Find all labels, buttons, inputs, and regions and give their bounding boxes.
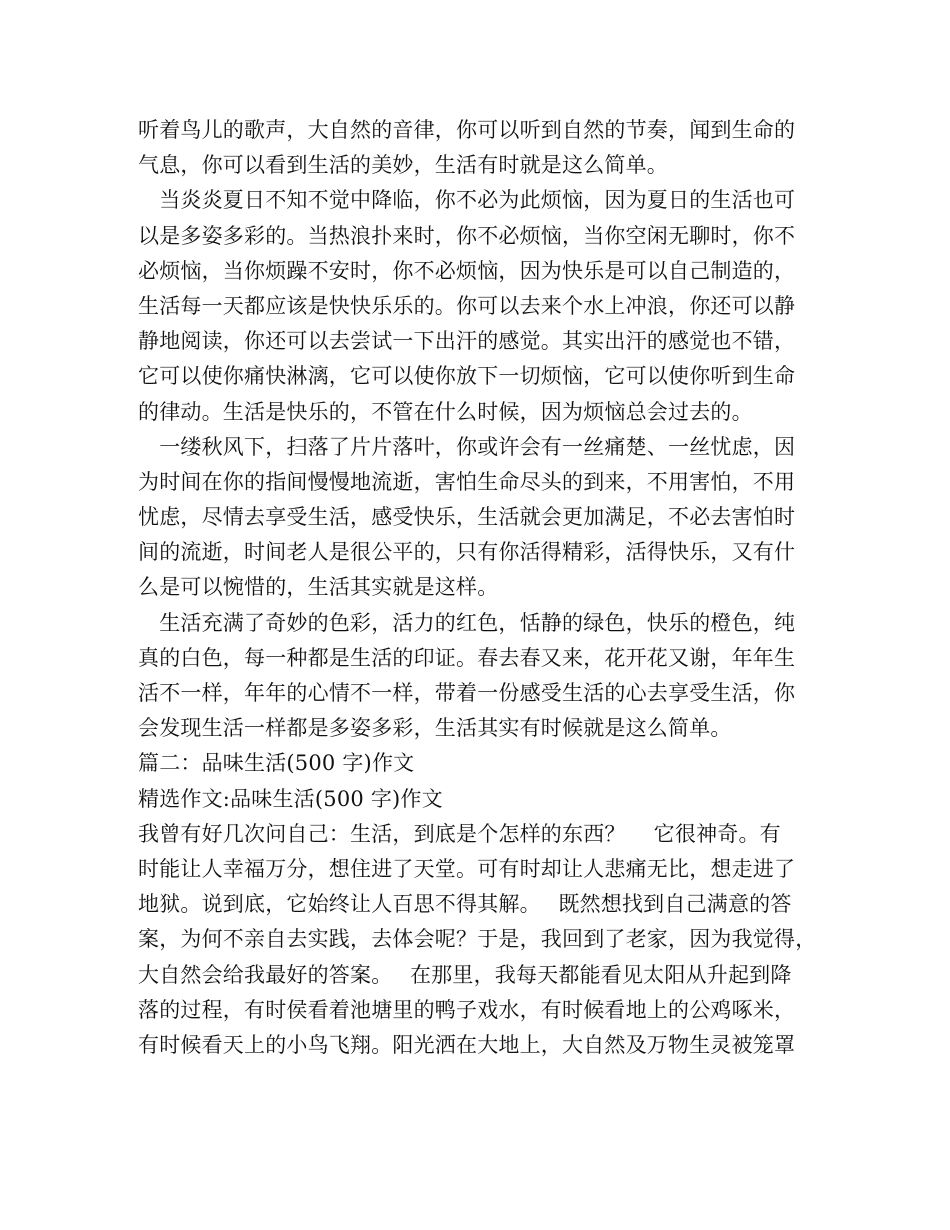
text-line: 听着鸟儿的歌声，大自然的音律，你可以听到自然的节奏，闻到生命的 [138,118,796,142]
text-line: 的律动。生活是快乐的，不管在什么时候，因为烦恼总会过去的。 [138,399,753,424]
text-line: 么是可以惋惜的，生活其实就是这样。 [138,575,499,600]
text-line: 间的流逝，时间老人是很公平的，只有你活得精彩，活得快乐，又有什 [138,540,796,565]
text-line: 落的过程，有时侯看着池塘里的鸭子戏水，有时候看地上的公鸡啄米， [138,997,796,1022]
text-line: 以是多姿多彩的。当热浪扑来时，你不必烦恼，当你空闲无聊时，你不 [138,223,796,248]
text-line: 一缕秋风下，扫落了片片落叶，你或许会有一丝痛楚、一丝忧虑，因 [138,434,796,459]
text-line: 我曾有好几次问自己：生活，到底是个怎样的东西？ 它很神奇。有 [138,821,781,846]
text-line: 时能让人幸福万分，想住进了天堂。可有时却让人悲痛无比，想走进了 [138,856,796,881]
text-line: 为时间在你的指间慢慢地流逝，害怕生命尽头的到来，不用害怕，不用 [138,469,796,494]
text-line: 有时候看天上的小鸟飞翔。阳光洒在大地上，大自然及万物生灵被笼罩 [138,1032,796,1057]
text-line: 生活充满了奇妙的色彩，活力的红色，恬静的绿色，快乐的橙色，纯 [138,610,796,635]
text-line: 真的白色，每一种都是生活的印证。春去春又来，花开花又谢，年年生 [138,645,796,670]
text-line: 它可以使你痛快淋漓，它可以使你放下一切烦恼，它可以使你听到生命 [138,364,796,389]
text-line: 会发现生活一样都是多姿多彩，生活其实有时候就是这么简单。 [138,716,732,741]
text-line: 当炎炎夏日不知不觉中降临，你不必为此烦恼，因为夏日的生活也可 [138,188,796,213]
body-text [138,113,828,1063]
text-line: 案，为何不亲自去实践，去体会呢？于是，我回到了老家，因为我觉得， [138,927,817,952]
text-line: 活不一样，年年的心情不一样，带着一份感受生活的心去享受生活，你 [138,681,796,705]
text-line: 生活每一天都应该是快快乐乐的。你可以去来个水上冲浪，你还可以静 [138,293,796,318]
text-line: 静地阅读，你还可以去尝试一下出汗的感觉。其实出汗的感觉也不错， [138,329,796,354]
text-line: 必烦恼，当你烦躁不安时，你不必烦恼，因为快乐是可以自己制造的， [138,258,796,283]
text-line: 大自然会给我最好的答案。 在那里，我每天都能看见太阳从升起到降 [138,962,792,987]
text-line: 地狱。说到底，它始终让人百思不得其解。 既然想找到自己满意的答 [138,892,792,917]
section-heading: 篇二：品味生活(500 字)作文 [138,751,415,776]
essay-subtitle: 精选作文:品味生活(500 字)作文 [138,786,443,811]
text-line: 忧虑，尽情去享受生活，感受快乐，生活就会更加满足，不必去害怕时 [138,505,796,530]
text-line: 气息，你可以看到生活的美妙，生活有时就是这么简单。 [138,153,668,178]
